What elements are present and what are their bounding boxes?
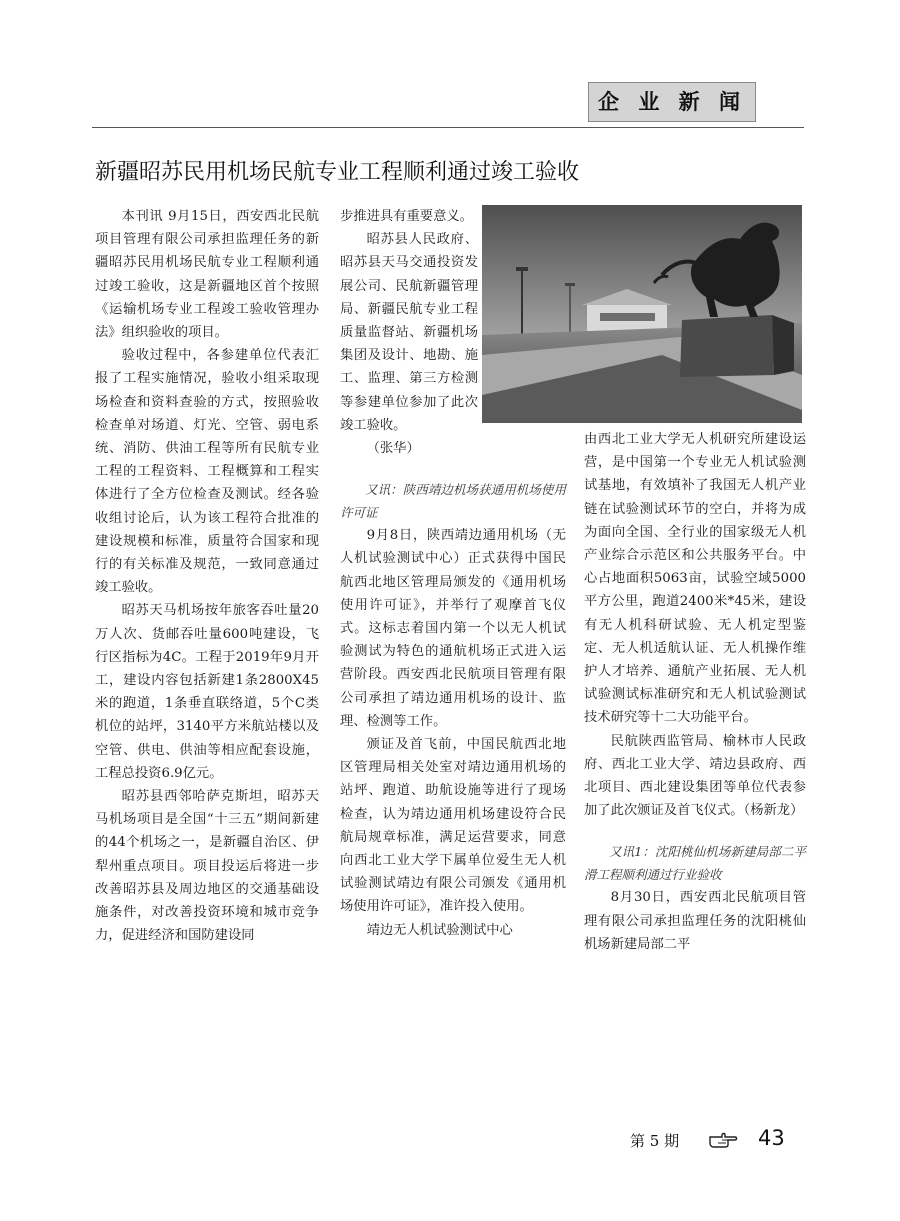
paragraph: 靖边无人机试验测试中心 (366, 922, 513, 938)
page-footer (630, 1126, 790, 1154)
byline: （张华） (366, 441, 420, 457)
paragraph: 昭苏县西邻哈萨克斯坦，昭苏天马机场项目是全国“十三五”期间新建的44个机场之一，是新疆自治区、伊犁州重点项目。项目投运后将进一步改善昭苏县及周边地区的交通基础设施条件，对改善投资环境和城市竞争力，促进经济和国防建设同 (95, 789, 319, 944)
article-title: 新疆昭苏民用机场民航专业工程顺利通过竣工验收 (95, 160, 580, 185)
issue-label: 第 5 期 (630, 1132, 680, 1150)
paragraph: 验收过程中，各参建单位代表汇报了工程实施情况，验收小组采取现场检查和资料查验的方式，按照验收检查单对场道、灯光、空管、弱电系统、消防、供油工程等所有民航专业工程的工程资料、工程概算和工程实体进行了全方位检查及测试。经各验收组讨论后，认为该工程符合批准的建设规模和标准，质量符合国家和现行的有关标准及规范，一致同意通过竣工验收。 (95, 348, 319, 596)
paragraph: 8月30日，西安西北民航项目管理有限公司承担监理任务的沈阳桃仙机场新建局部二平 (584, 890, 806, 952)
paragraph: 昭苏县人民政府、昭苏县天马交通投资发展公司、民航新疆管理局、新疆民航专业工程质量监督站、新疆机场集团及设计、地勘、施工、监理、第三方检测等参建单位参加了此次竣工验收。 (340, 232, 478, 433)
paragraph: 颁证及首飞前，中国民航西北地区管理局相关处室对靖边通用机场的站坪、跑道、助航设施等进行了现场检查，认为靖边通用机场建设符合民航局规章标准，满足运营要求，同意向西北工业大学下属单位爱生无人机试验测试靖边有限公司颁发《通用机场使用许可证》，准许投入使用。 (340, 737, 566, 915)
terminal-with-horse-statue-photo (482, 205, 802, 423)
header-rule (92, 127, 804, 128)
paragraph-continued: 步推进具有重要意义。 (340, 209, 473, 224)
article-photo (482, 205, 802, 423)
column-3 (584, 428, 806, 956)
paragraph: 昭苏天马机场按年旅客吞吐量20万人次、货邮吞吐量600吨建设，飞行区指标为4C。工程于2019年9月开工，建设内容包括新建1条2800X45米的跑道，1条垂直联络道，5个C类机位的站坪，3140平方米航站楼以及空管、供电、供油等相应配套设施，工程总投资6.9亿元。 (95, 603, 319, 781)
column-1 (95, 205, 319, 948)
section-tag: 企 业 新 闻 (588, 82, 756, 122)
paragraph-continued: 由西北工业大学无人机研究所建设运营，是中国第一个专业无人机试验测试基地，有效填补了我国无人机产业链在试验测试环节的空白，并将为成为面向全国、全行业的国家级无人机产业综合示范区和公共服务平台。中心占地面积5063亩，试验空域5000平方公里，跑道2400米*45米，建设有无人机科研试验、无人机定型鉴定、无人机适航认证、无人机操作维护人才培养、通航产业拓展、无人机试验测试标准研究和无人机试验测试技术研究等十二大功能平台。 (584, 432, 806, 726)
paragraph: 本刊讯 9月15日，西安西北民航项目管理有限公司承担监理任务的新疆昭苏民用机场民航专业工程顺利通过竣工验收，这是新疆地区首个按照《运输机场专业工程竣工验收管理办法》组织验收的项目。 (95, 209, 319, 341)
paragraph: 民航陕西监管局、榆林市人民政府、西北工业大学、靖边县政府、西北项目、西北建设集团等单位代表参加了此次颁证及首飞仪式。（杨新龙） (584, 733, 806, 819)
sub-heading: 又讯：陕西靖边机场获通用机场使用许可证 (340, 482, 566, 521)
paragraph: 9月8日，陕西靖边通用机场（无人机试验测试中心）正式获得中国民航西北地区管理局颁发的《通用机场使用许可证》，并举行了观摩首飞仪式。这标志着国内第一个以无人机试验测试为特色的通航机场正式进入运营阶段。西安西北民航项目管理有限公司承担了靖边通用机场的设计、监理、检测等工作。 (340, 528, 566, 729)
sub-heading: 又讯1：沈阳桃仙机场新建局部二平滑工程顺利通过行业验收 (584, 844, 806, 883)
page-number: 43 (758, 1126, 785, 1150)
pointing-hand-icon (708, 1132, 738, 1152)
